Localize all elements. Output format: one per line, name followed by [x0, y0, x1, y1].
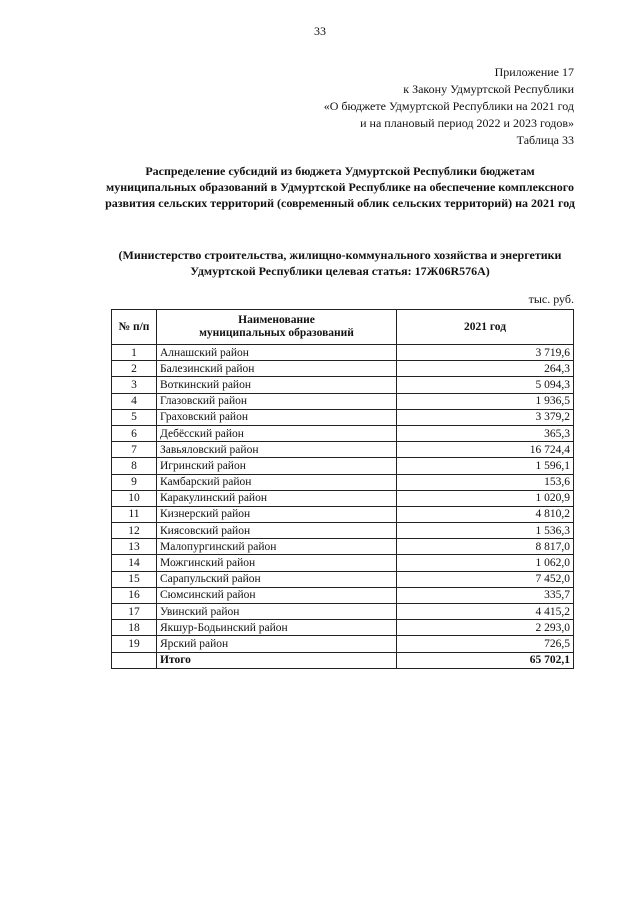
document-subtitle: (Министерство строительства, жилищно-коммунального хозяйства и энергетики Удмуртской Республики целевая статья: 17Ж06R576А): [118, 248, 562, 278]
row-value: 153,6: [397, 474, 574, 490]
row-number: 5: [112, 409, 157, 425]
row-value: 7 452,0: [397, 571, 574, 587]
row-value: 3 379,2: [397, 409, 574, 425]
units-label: тыс. руб.: [528, 292, 574, 306]
row-municipality: Балезинский район: [157, 361, 397, 377]
row-number: 18: [112, 620, 157, 636]
row-number: 4: [112, 393, 157, 409]
row-municipality: Сюмсинский район: [157, 587, 397, 603]
row-value: 1 536,3: [397, 523, 574, 539]
table-row: [112, 636, 574, 652]
table-row: [112, 345, 574, 361]
table-row: [112, 425, 574, 441]
row-municipality: Завьяловский район: [157, 442, 397, 458]
row-number: 7: [112, 442, 157, 458]
row-number: 17: [112, 604, 157, 620]
row-value: 335,7: [397, 587, 574, 603]
row-value: 2 293,0: [397, 620, 574, 636]
table-header-row: [112, 310, 574, 345]
row-municipality: Ярский район: [157, 636, 397, 652]
row-value: 4 415,2: [397, 604, 574, 620]
row-municipality: Увинский район: [157, 604, 397, 620]
total-value: 65 702,1: [397, 652, 574, 668]
header-year: 2021 год: [397, 310, 574, 345]
row-municipality: Можгинский район: [157, 555, 397, 571]
row-municipality: Киясовский район: [157, 523, 397, 539]
appendix-header: [324, 64, 574, 149]
table-row: [112, 474, 574, 490]
row-municipality: Малопургинский район: [157, 539, 397, 555]
row-value: 1 062,0: [397, 555, 574, 571]
table-row: [112, 571, 574, 587]
table-row: [112, 393, 574, 409]
row-municipality: Кизнерский район: [157, 506, 397, 522]
table-row: [112, 539, 574, 555]
subsidy-table: [111, 309, 574, 669]
table-row: [112, 620, 574, 636]
row-number: 10: [112, 490, 157, 506]
total-label: Итого: [157, 652, 397, 668]
row-number: 13: [112, 539, 157, 555]
header-name: Наименование муниципальных образований: [157, 310, 397, 345]
row-municipality: Якшур-Бодьинский район: [157, 620, 397, 636]
table-row: [112, 523, 574, 539]
row-number: 3: [112, 377, 157, 393]
row-value: 726,5: [397, 636, 574, 652]
row-value: 4 810,2: [397, 506, 574, 522]
table-row: [112, 587, 574, 603]
row-number: 9: [112, 474, 157, 490]
table-row: [112, 409, 574, 425]
row-value: 1 936,5: [397, 393, 574, 409]
table-total-row: [112, 652, 574, 668]
row-number: 14: [112, 555, 157, 571]
row-number: 15: [112, 571, 157, 587]
row-value: 1 020,9: [397, 490, 574, 506]
row-value: 3 719,6: [397, 345, 574, 361]
table-row: [112, 490, 574, 506]
row-number: 11: [112, 506, 157, 522]
row-number: 1: [112, 345, 157, 361]
row-number: 12: [112, 523, 157, 539]
document-title: Распределение субсидий из бюджета Удмуртской Республики бюджетам муниципальных образований в Удмуртской Республике на обеспечение комплексного развития сельских территорий (современный облик сельских территорий) на 2021 год: [105, 164, 575, 210]
row-municipality: Каракулинский район: [157, 490, 397, 506]
row-municipality: Глазовский район: [157, 393, 397, 409]
row-number: 6: [112, 425, 157, 441]
row-number: 2: [112, 361, 157, 377]
table-body: [112, 345, 574, 669]
table-row: [112, 442, 574, 458]
row-value: 365,3: [397, 425, 574, 441]
appendix-line-1: Приложение 17: [494, 65, 574, 79]
row-number: 19: [112, 636, 157, 652]
row-value: 1 596,1: [397, 458, 574, 474]
table-row: [112, 604, 574, 620]
row-municipality: Сарапульский район: [157, 571, 397, 587]
table-row: [112, 555, 574, 571]
appendix-line-4: и на плановый период 2022 и 2023 годов»: [360, 116, 574, 130]
row-municipality: Дебёсский район: [157, 425, 397, 441]
row-municipality: Воткинский район: [157, 377, 397, 393]
appendix-line-2: к Закону Удмуртской Республики: [403, 82, 574, 96]
total-number: [112, 652, 157, 668]
table-row: [112, 506, 574, 522]
page-number: 33: [314, 24, 326, 38]
row-value: 264,3: [397, 361, 574, 377]
row-number: 8: [112, 458, 157, 474]
header-number: № п/п: [112, 310, 157, 345]
row-number: 16: [112, 587, 157, 603]
row-value: 16 724,4: [397, 442, 574, 458]
row-municipality: Граховский район: [157, 409, 397, 425]
table-row: [112, 377, 574, 393]
row-municipality: Камбарский район: [157, 474, 397, 490]
row-value: 8 817,0: [397, 539, 574, 555]
row-municipality: Игринский район: [157, 458, 397, 474]
table-row: [112, 458, 574, 474]
row-municipality: Алнашский район: [157, 345, 397, 361]
table-row: [112, 361, 574, 377]
table-label: Таблица 33: [516, 133, 574, 147]
appendix-line-3: «О бюджете Удмуртской Республики на 2021 год: [323, 99, 574, 113]
row-value: 5 094,3: [397, 377, 574, 393]
